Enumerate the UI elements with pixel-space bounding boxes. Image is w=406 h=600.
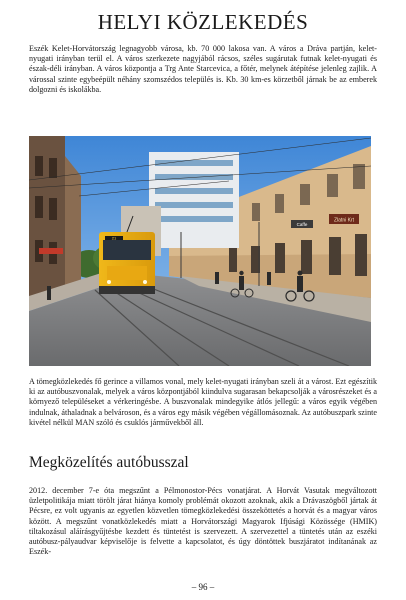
tram-street-photo — [29, 136, 371, 366]
left-building — [29, 136, 65, 306]
transit-paragraph: A tömegközlekedés fő gerince a villamos vonal, mely kelet-nyugati irányban szeli át a várost. Ezt egészítik ki az autóbuszvonalak, melyek a város központjából kiindulva sugarasan bekapcsolják a városrészeket és a környező településeket a vérkeringésbe. A buszvonalak mindegyike átlós jellegű: a város egyik végében indulnak, áthaladnak a belvároson, és a város egy másik végében végállomásoznak. Az autóbuszpark szinte kivétel nélkül MAN szóló és csuklós járművekből áll. — [29, 377, 377, 427]
page-title: HELYI KÖZLEKEDÉS — [97, 10, 309, 34]
tram-number: 21 — [111, 235, 117, 241]
modern-building — [149, 152, 239, 248]
bus-paragraph: 2012. december 7-e óta megszűnt a Pélmonostor-Pécs vonatjárat. A Horvát Vasutak megváltozott üzletpolitikája miatt törölt járat hiánya komoly problémát okozott azoknak, akik a Drávaszögből jártak át Pécsre, ez volt ugyanis az egyetlen közvetlen tömegközlekedési összeköttetés a horvát és a magyar város között. A megszűnt vonatközlekedés miatt a Horvátországi Magyarok Ifjúsági Közössége (HMIK) tiltakozásul aláírásgyűjtésbe kezdett és tüntetést is szervezett. A szervezettel a tüntetés után az eszéki autóbusz-pályaudvar képviselője is felvette a kapcsolatot, és úgy döntöttek buszjáratot indítanának az Eszék- — [29, 486, 377, 557]
shop-sign-text: Zlatni Krt — [333, 217, 355, 224]
intro-paragraph: Eszék Kelet-Horvátország legnagyobb városa, kb. 70 000 lakosa van. A város a Dráva partján, kelet-nyugati irányban terül el. A város szerkezete nagyjából rácsos, széles sugárutak futnak kelet-nyugati és észak-déli irányban. A város központja a Trg Ante Starcevica, a főtér, melynek átépítése jelenleg zajlik. A várossal szinte egybeépült néhány szomszédos település is. Kb. 30 km-es körzetből járnak be az emberek dolgozni és iskolákba. — [29, 44, 377, 94]
svg-text:Caffe: Caffe — [296, 222, 308, 227]
page-number: – 96 – — [191, 582, 215, 592]
section-heading: Megközelítés autóbusszal — [29, 454, 189, 471]
